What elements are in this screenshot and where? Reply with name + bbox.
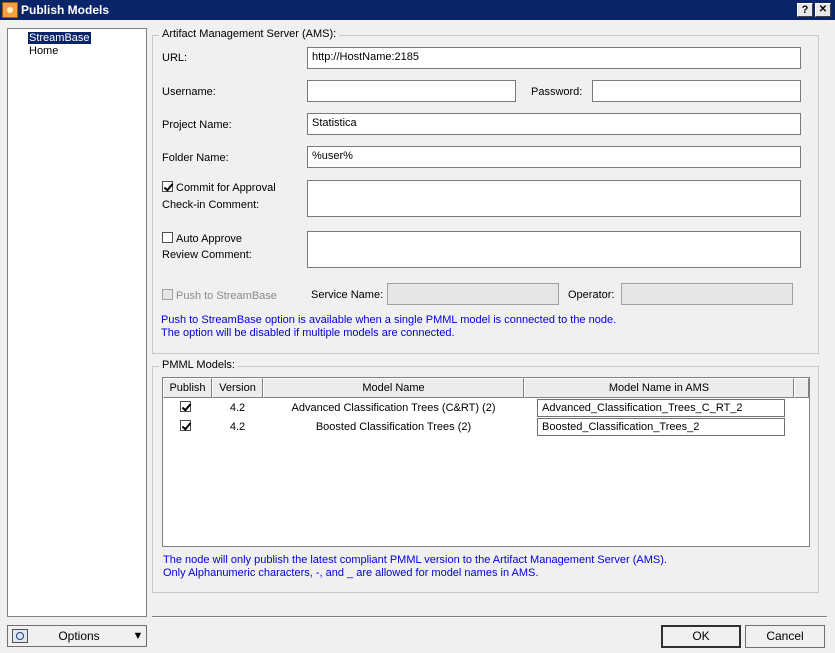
dropdown-arrow-icon: ▼ [132, 630, 144, 642]
ams-name-input[interactable]: Advanced_Classification_Trees_C_RT_2 [537, 399, 785, 417]
checkin-comment-label: Check-in Comment: [162, 199, 260, 211]
password-label: Password: [531, 86, 583, 98]
table-row[interactable] [163, 418, 809, 437]
window-title: Publish Models [21, 3, 110, 17]
options-icon [12, 629, 28, 643]
review-comment-input[interactable] [307, 231, 801, 268]
password-input[interactable] [592, 80, 801, 102]
pmml-info-line: Only Alphanumeric characters, -, and _ are allowed for model names in AMS. [163, 567, 539, 579]
pmml-info-text [163, 554, 667, 580]
service-name-label: Service Name: [311, 289, 384, 301]
folder-name-label: Folder Name: [162, 152, 229, 164]
column-header-ams-name[interactable]: Model Name in AMS [524, 378, 794, 398]
publish-checkbox[interactable] [180, 401, 191, 412]
table-header [163, 378, 809, 398]
title-bar [0, 0, 835, 20]
column-header-publish[interactable]: Publish [163, 378, 212, 398]
operator-input [621, 283, 793, 305]
table-row[interactable] [163, 399, 809, 418]
options-label: Options [58, 629, 100, 643]
column-header-model-name[interactable]: Model Name [263, 378, 524, 398]
push-info-line: Push to StreamBase option is available when a single PMML model is connected to the node. [161, 314, 617, 326]
options-button[interactable] [7, 625, 147, 647]
tree-item-home[interactable] [8, 45, 146, 58]
app-icon [2, 2, 18, 18]
close-button[interactable]: ✕ [815, 3, 831, 17]
url-input[interactable]: http://HostName:2185 [307, 47, 801, 69]
push-streambase-label: Push to StreamBase [176, 290, 277, 302]
username-input[interactable] [307, 80, 516, 102]
project-name-label: Project Name: [162, 119, 232, 131]
help-button[interactable]: ? [797, 3, 813, 17]
url-label: URL: [162, 52, 188, 64]
username-label: Username: [162, 86, 216, 98]
column-header-filler [794, 378, 809, 398]
commit-approval-option[interactable] [162, 181, 276, 194]
pmml-models-table[interactable] [162, 377, 810, 547]
commit-approval-checkbox[interactable] [162, 181, 173, 192]
tree-item-label: StreamBase [29, 32, 90, 44]
publish-checkbox[interactable] [180, 420, 191, 431]
button-separator [152, 616, 827, 618]
ams-groupbox-title: Artifact Management Server (AMS): [159, 28, 339, 40]
operator-label: Operator: [568, 289, 615, 301]
version-cell: 4.2 [229, 402, 246, 414]
pmml-groupbox-title: PMML Models: [159, 359, 238, 371]
push-streambase-option [162, 289, 277, 302]
push-info-line: The option will be disabled if multiple models are connected. [161, 327, 455, 339]
checkin-comment-input[interactable] [307, 180, 801, 217]
review-comment-label: Review Comment: [162, 249, 252, 261]
push-streambase-checkbox [162, 289, 173, 300]
ams-name-input[interactable]: Boosted_Classification_Trees_2 [537, 418, 785, 436]
tree-item-streambase[interactable] [8, 32, 146, 45]
service-name-input [387, 283, 559, 305]
auto-approve-label: Auto Approve [176, 233, 243, 245]
auto-approve-checkbox[interactable] [162, 232, 173, 243]
project-name-input[interactable]: Statistica [307, 113, 801, 135]
column-header-version[interactable]: Version [212, 378, 263, 398]
version-cell: 4.2 [229, 421, 246, 433]
model-name-cell: Advanced Classification Trees (C&RT) (2) [291, 402, 496, 414]
publish-cell[interactable] [180, 399, 194, 418]
commit-approval-label: Commit for Approval [176, 182, 276, 194]
cancel-button[interactable]: Cancel [745, 625, 825, 648]
folder-name-input[interactable]: %user% [307, 146, 801, 168]
model-name-cell: Boosted Classification Trees (2) [315, 421, 472, 433]
publish-cell[interactable] [180, 418, 194, 437]
tree-panel[interactable] [7, 28, 147, 617]
auto-approve-option[interactable] [162, 232, 242, 245]
pmml-info-line: The node will only publish the latest compliant PMML version to the Artifact Management Server (AMS). [163, 554, 667, 566]
tree-item-label: Home [29, 45, 59, 57]
push-info-text [161, 314, 616, 340]
ok-button[interactable]: OK [661, 625, 741, 648]
